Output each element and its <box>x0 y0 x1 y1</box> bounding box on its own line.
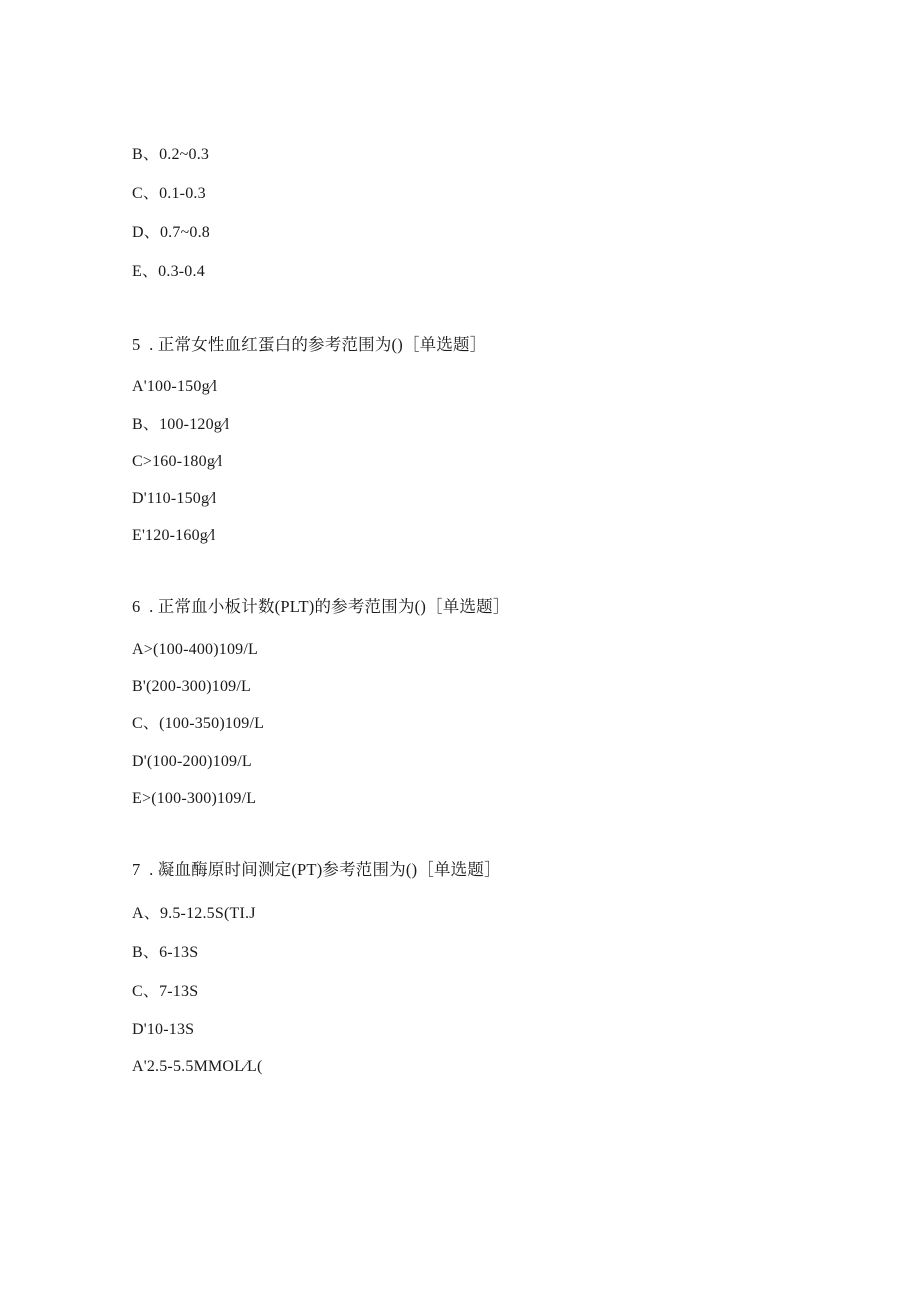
q7-option-b: B、6-13S <box>132 944 199 961</box>
q7-option-d: D'10-13S <box>132 1021 195 1038</box>
question-6: 6 . 正常血小板计数(PLT)的参考范围为()［单选题］ <box>132 597 510 616</box>
q5-option-c: C>160-180g⁄l <box>132 453 223 470</box>
q5-option-e: E'120-160g⁄l <box>132 527 216 544</box>
q8-option-a: A'2.5-5.5MMOL⁄L( <box>132 1058 263 1075</box>
option-b: B、0.2~0.3 <box>132 146 210 163</box>
q7-option-c: C、7-13S <box>132 983 199 1000</box>
option-e: E、0.3-0.4 <box>132 263 205 280</box>
option-c: C、0.1-0.3 <box>132 185 206 202</box>
q5-option-a: A'100-150g⁄l <box>132 378 218 395</box>
question-7: 7 . 凝血酶原时间测定(PT)参考范围为()［单选题］ <box>132 860 501 879</box>
option-d: D、0.7~0.8 <box>132 224 211 241</box>
q6-option-c: C、(100-350)109/L <box>132 715 265 732</box>
q6-option-e: E>(100-300)109/L <box>132 790 257 807</box>
q5-option-b: B、100-120g⁄l <box>132 416 230 433</box>
q7-option-a: A、9.5-12.5S(TI.J <box>132 905 256 922</box>
question-5: 5 . 正常女性血红蛋白的参考范围为()［单选题］ <box>132 335 487 354</box>
q5-option-d: D'110-150g⁄l <box>132 490 217 507</box>
q6-option-b: B'(200-300)109/L <box>132 678 251 695</box>
q6-option-d: D'(100-200)109/L <box>132 753 252 770</box>
q6-option-a: A>(100-400)109/L <box>132 641 258 658</box>
